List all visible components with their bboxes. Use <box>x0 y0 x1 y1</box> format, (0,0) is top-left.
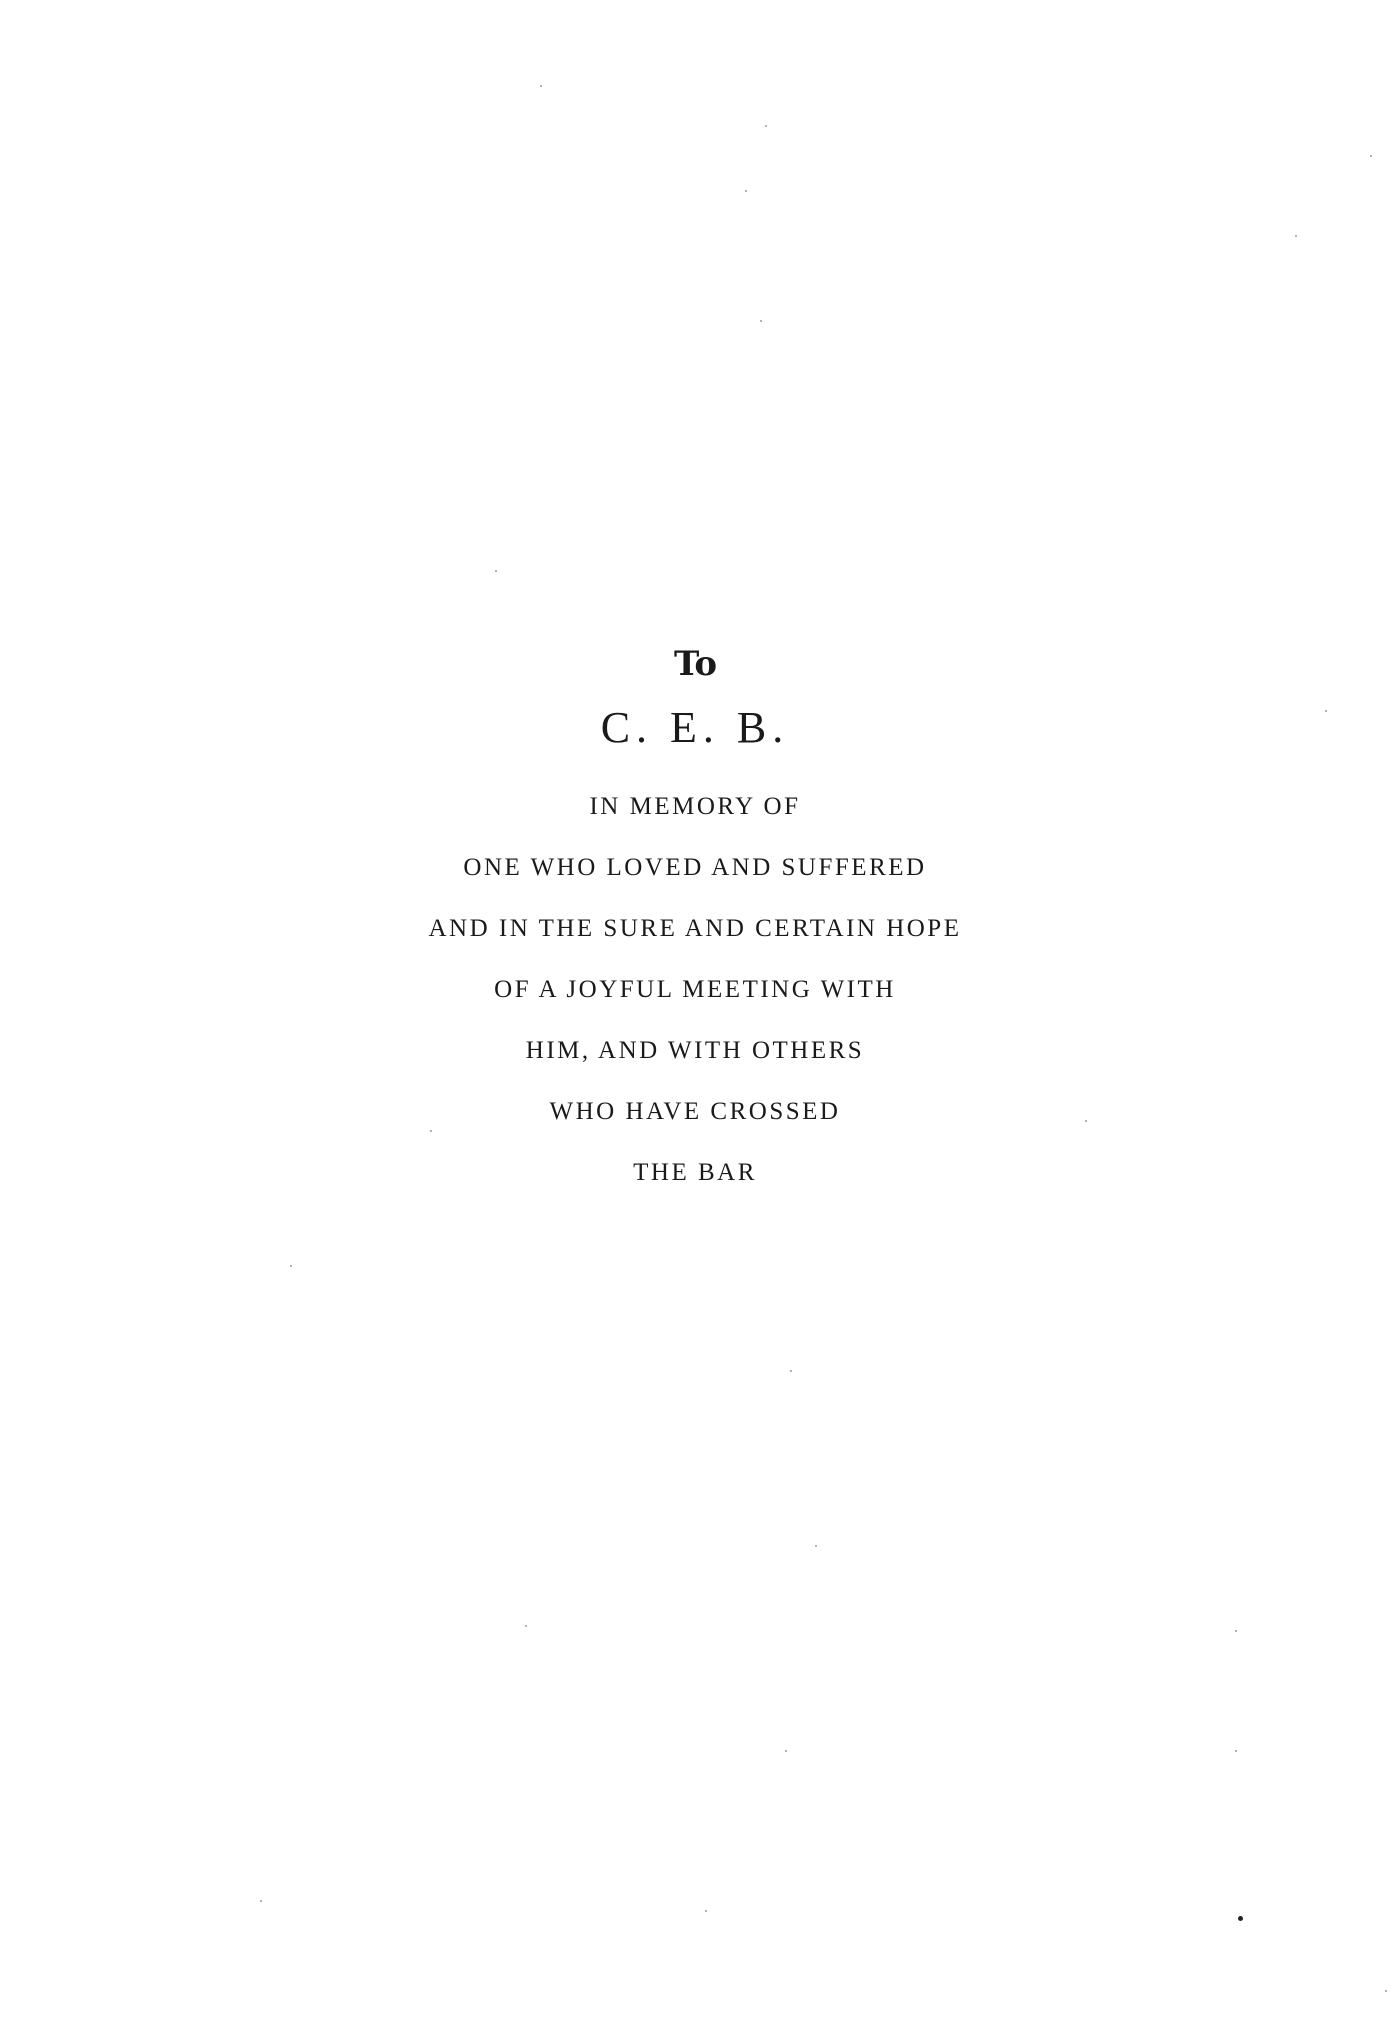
scan-speck <box>765 125 767 127</box>
dedication-line-4: OF A JOYFUL MEETING WITH <box>494 976 896 1003</box>
scan-speck <box>1085 1120 1087 1122</box>
scan-speck <box>1370 155 1372 157</box>
dedication-to: To <box>673 644 717 684</box>
scan-speck <box>1235 1750 1237 1752</box>
scan-speck <box>1385 1990 1387 1992</box>
scan-speck <box>1238 1916 1243 1921</box>
scan-speck <box>260 1900 262 1902</box>
scan-speck <box>525 1625 527 1627</box>
scan-speck <box>1295 235 1297 237</box>
scan-speck <box>540 85 542 87</box>
scan-speck <box>495 570 497 572</box>
dedication-line-7: THE BAR <box>633 1159 757 1186</box>
dedication-line-3: AND IN THE SURE AND CERTAIN HOPE <box>428 915 962 942</box>
scan-speck <box>815 1545 817 1547</box>
dedication-line-5: HIM, AND WITH OTHERS <box>525 1037 865 1064</box>
dedication-block <box>0 640 1390 1203</box>
scan-speck <box>1235 1630 1237 1632</box>
scan-speck <box>745 190 747 192</box>
scan-speck <box>705 1910 707 1912</box>
scan-speck <box>430 1130 432 1132</box>
scan-speck <box>790 1370 792 1372</box>
dedication-line-2: ONE WHO LOVED AND SUFFERED <box>463 854 927 881</box>
scan-speck <box>785 1750 787 1752</box>
dedication-initials: C. E. B. <box>600 703 790 752</box>
scan-speck <box>760 320 762 322</box>
scan-speck <box>290 1265 292 1267</box>
scan-speck <box>1325 710 1327 712</box>
dedication-line-6: WHO HAVE CROSSED <box>549 1098 841 1125</box>
dedication-line-1: IN MEMORY OF <box>589 793 801 820</box>
